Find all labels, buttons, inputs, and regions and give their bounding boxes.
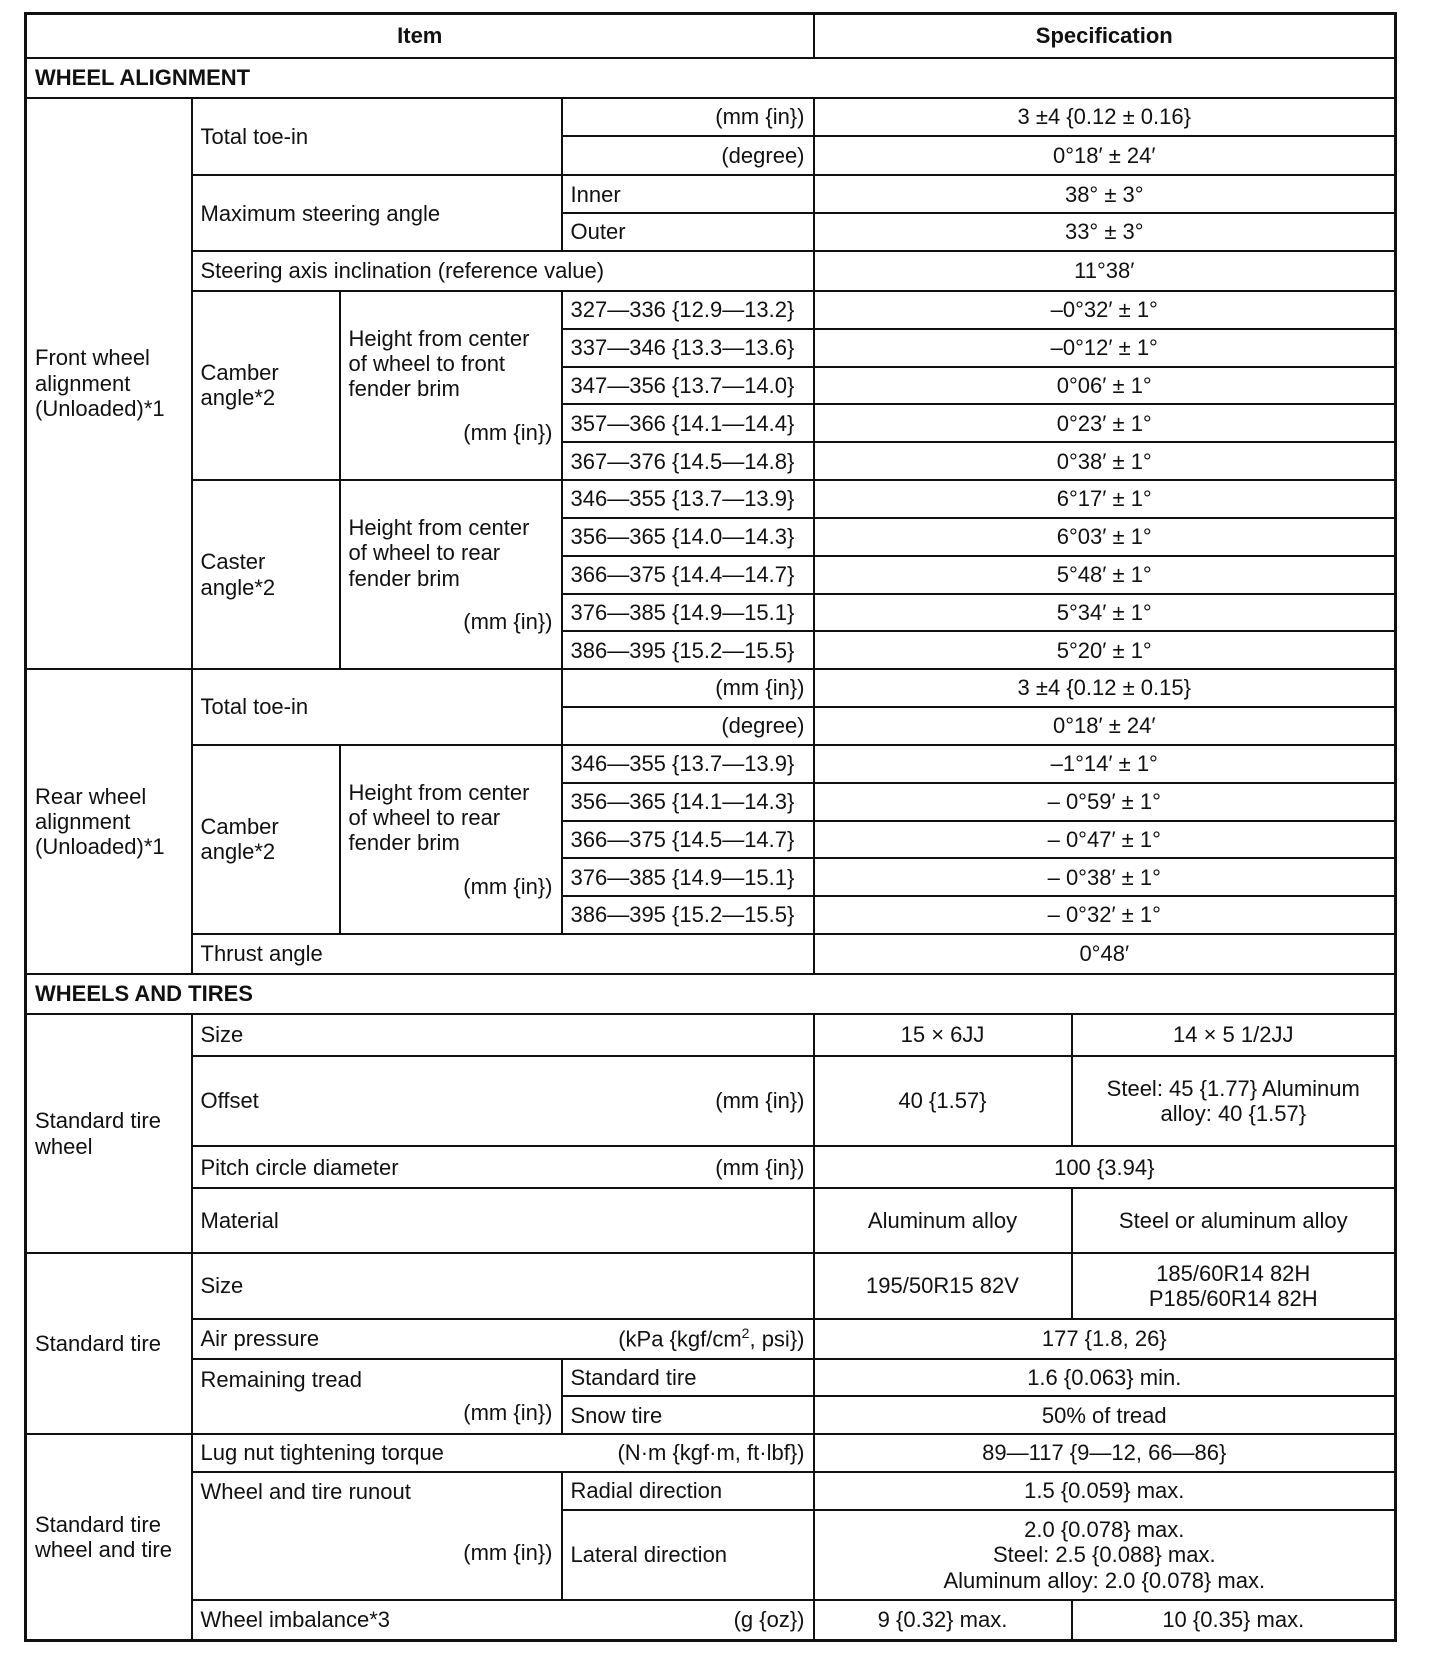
caster-value: 5°48′ ± 1°: [814, 556, 1396, 594]
front-toe-in-label: Total toe-in: [192, 98, 562, 176]
runout-lateral-line1: 2.0 {0.078} max.: [1024, 1517, 1185, 1543]
table-row: [26, 934, 1396, 974]
wheel-size-value-b: 14 × 5 1/2JJ: [1072, 1014, 1396, 1056]
specification-header: Specification: [814, 14, 1396, 58]
table-row: [26, 1472, 1396, 1510]
rear-camber-range: 346—355 {13.7—13.9}: [562, 745, 814, 783]
rear-camber-value: – 0°32′ ± 1°: [814, 896, 1396, 934]
tread-cell: [192, 1359, 562, 1435]
front-toe-in-unit: (degree): [562, 136, 814, 175]
front-camber-value: 0°38′ ± 1°: [814, 442, 1396, 480]
table-row: [26, 1014, 1396, 1056]
material-label: Material: [192, 1188, 814, 1253]
front-camber-unit: (mm {in}): [463, 419, 553, 445]
caster-range: 346—355 {13.7—13.9}: [562, 480, 814, 518]
steering-side: Inner: [562, 175, 814, 213]
tread-type: Standard tire: [562, 1359, 814, 1397]
rear-toe-in-unit: (mm {in}): [562, 669, 814, 707]
wheel-size-value-a: 15 × 6JJ: [814, 1014, 1072, 1056]
tire-wheel-group-label: Standard tire wheel: [26, 1014, 192, 1254]
front-toe-in-unit: (mm {in}): [562, 98, 814, 137]
air-pressure-value: 177 {1.8, 26}: [814, 1319, 1396, 1359]
table-row: [26, 669, 1396, 707]
rear-camber-unit: (mm {in}): [463, 873, 553, 899]
runout-radial-direction: Radial direction: [562, 1472, 814, 1510]
runout-lateral-line2: Steel: 2.5 {0.088} max.: [992, 1542, 1216, 1568]
pcd-label: Pitch circle diameter: [200, 1154, 399, 1180]
rear-camber-value: –1°14′ ± 1°: [814, 745, 1396, 783]
runout-unit: (mm {in}): [463, 1540, 553, 1566]
rear-camber-value: – 0°38′ ± 1°: [814, 858, 1396, 896]
air-pressure-cell: [192, 1319, 814, 1359]
rear-camber-range: 356—365 {14.1—14.3}: [562, 783, 814, 821]
table-row: [26, 745, 1396, 783]
caster-value: 6°17′ ± 1°: [814, 480, 1396, 518]
front-toe-in-value: 3 ±4 {0.12 ± 0.16}: [814, 98, 1396, 137]
runout-lateral-line3: Aluminum alloy: 2.0 {0.078} max.: [943, 1567, 1266, 1593]
runout-radial-value: 1.5 {0.059} max.: [814, 1472, 1396, 1510]
runout-lateral-direction: Lateral direction: [562, 1510, 814, 1600]
tire-size-value-a: 195/50R15 82V: [814, 1253, 1072, 1318]
caster-value: 5°34′ ± 1°: [814, 594, 1396, 632]
specification-table: [24, 12, 1397, 1642]
air-pressure-unit-suffix: , psi}): [749, 1326, 805, 1352]
material-value-b: Steel or aluminum alloy: [1072, 1188, 1396, 1253]
tire-wheel-tire-group-label: Standard tire wheel and tire: [26, 1434, 192, 1640]
table-row: [26, 1253, 1396, 1318]
table-row: [26, 1359, 1396, 1397]
tire-size-value-b-line2: P185/60R14 82H: [1148, 1286, 1318, 1312]
rear-toe-in-value: 0°18′ ± 24′: [814, 707, 1396, 745]
table-row: [26, 1188, 1396, 1253]
caster-height-label: Height from center of wheel to rear fender brim: [348, 515, 530, 591]
steering-value: 38° ± 3°: [814, 175, 1396, 213]
thrust-angle-label: Thrust angle: [192, 934, 814, 974]
rear-alignment-group-label: Rear wheel alignment (Unloaded)*1: [26, 669, 192, 974]
tread-type: Snow tire: [562, 1396, 814, 1434]
pcd-cell: [192, 1146, 814, 1188]
table-row: [26, 1434, 1396, 1472]
lug-nut-unit: (N·m {kgf·m, ft·lbf}): [617, 1440, 805, 1466]
rear-camber-label: Camber angle*2: [192, 745, 340, 934]
tread-value: 50% of tread: [814, 1396, 1396, 1434]
caster-height-cell: [340, 480, 562, 669]
thrust-angle-value: 0°48′: [814, 934, 1396, 974]
front-camber-value: 0°23′ ± 1°: [814, 404, 1396, 442]
pcd-value: 100 {3.94}: [814, 1146, 1396, 1188]
table-row: [26, 251, 1396, 291]
air-pressure-unit-sup: 2: [741, 1325, 750, 1342]
offset-label: Offset: [200, 1088, 259, 1114]
runout-lateral-value: [814, 1510, 1396, 1600]
tread-label: Remaining tread: [200, 1367, 362, 1393]
tire-size-value-b-line1: 185/60R14 82H: [1156, 1260, 1311, 1286]
lug-nut-cell: [192, 1434, 814, 1472]
caster-value: 6°03′ ± 1°: [814, 518, 1396, 556]
rear-camber-value: – 0°47′ ± 1°: [814, 821, 1396, 859]
front-camber-height-label: Height from center of wheel to front fender brim: [348, 325, 530, 402]
front-camber-range: 337—346 {13.3—13.6}: [562, 329, 814, 367]
caster-range: 376—385 {14.9—15.1}: [562, 594, 814, 632]
front-camber-range: 327—336 {12.9—13.2}: [562, 291, 814, 329]
caster-range: 386—395 {15.2—15.5}: [562, 631, 814, 669]
lug-nut-value: 89—117 {9—12, 66—86}: [814, 1434, 1396, 1472]
front-camber-label: Camber angle*2: [192, 291, 340, 480]
rear-toe-in-value: 3 ±4 {0.12 ± 0.15}: [814, 669, 1396, 707]
rear-camber-range: 386—395 {15.2—15.5}: [562, 896, 814, 934]
section-row: [26, 58, 1396, 98]
caster-unit: (mm {in}): [463, 608, 553, 634]
offset-value-a: 40 {1.57}: [814, 1056, 1072, 1146]
section-title-wheel-alignment: WHEEL ALIGNMENT: [26, 58, 1396, 98]
wheel-size-label: Size: [192, 1014, 814, 1056]
front-camber-value: –0°32′ ± 1°: [814, 291, 1396, 329]
caster-value: 5°20′ ± 1°: [814, 631, 1396, 669]
imbalance-cell: [192, 1600, 814, 1640]
offset-unit: (mm {in}): [715, 1088, 805, 1114]
tire-group-label: Standard tire: [26, 1253, 192, 1434]
steering-axis-label: Steering axis inclination (reference value): [192, 251, 814, 291]
runout-cell: [192, 1472, 562, 1600]
material-value-a: Aluminum alloy: [814, 1188, 1072, 1253]
front-camber-range: 367—376 {14.5—14.8}: [562, 442, 814, 480]
front-camber-value: –0°12′ ± 1°: [814, 329, 1396, 367]
table-row: [26, 291, 1396, 329]
rear-camber-height-cell: [340, 745, 562, 934]
spec-sheet: [24, 12, 1394, 1642]
runout-label: Wheel and tire runout: [200, 1479, 411, 1505]
section-title-wheels-and-tires: WHEELS AND TIRES: [26, 974, 1396, 1014]
tread-unit: (mm {in}): [463, 1400, 553, 1426]
front-toe-in-value: 0°18′ ± 24′: [814, 136, 1396, 175]
front-alignment-group-label: Front wheel alignment (Unloaded)*1: [26, 98, 192, 670]
front-camber-value: 0°06′ ± 1°: [814, 367, 1396, 405]
table-row: [26, 1319, 1396, 1359]
rear-camber-range: 366—375 {14.5—14.7}: [562, 821, 814, 859]
imbalance-value-a: 9 {0.32} max.: [814, 1600, 1072, 1640]
offset-cell: [192, 1056, 814, 1146]
section-row: [26, 974, 1396, 1014]
caster-range: 366—375 {14.4—14.7}: [562, 556, 814, 594]
steering-value: 33° ± 3°: [814, 213, 1396, 251]
table-row: [26, 480, 1396, 518]
max-steering-label: Maximum steering angle: [192, 175, 562, 251]
table-row: [26, 1056, 1396, 1146]
steering-axis-value: 11°38′: [814, 251, 1396, 291]
pcd-unit: (mm {in}): [715, 1154, 805, 1180]
imbalance-label: Wheel imbalance*3: [200, 1607, 391, 1633]
caster-range: 356—365 {14.0—14.3}: [562, 518, 814, 556]
imbalance-value-b: 10 {0.35} max.: [1072, 1600, 1396, 1640]
table-row: [26, 1146, 1396, 1188]
air-pressure-label: Air pressure: [200, 1325, 320, 1351]
lug-nut-label: Lug nut tightening torque: [200, 1440, 444, 1466]
tread-value: 1.6 {0.063} min.: [814, 1359, 1396, 1397]
header-row: [26, 14, 1396, 58]
rear-camber-range: 376—385 {14.9—15.1}: [562, 858, 814, 896]
steering-side: Outer: [562, 213, 814, 251]
front-camber-height-cell: [340, 291, 562, 480]
front-camber-range: 357—366 {14.1—14.4}: [562, 404, 814, 442]
tire-size-label: Size: [192, 1253, 814, 1318]
tire-size-value-b: [1072, 1253, 1396, 1318]
air-pressure-unit: [618, 1325, 804, 1352]
caster-label: Caster angle*2: [192, 480, 340, 669]
table-row: [26, 98, 1396, 137]
table-row: [26, 175, 1396, 213]
rear-camber-height-label: Height from center of wheel to rear fender brim: [348, 779, 530, 856]
front-camber-range: 347—356 {13.7—14.0}: [562, 367, 814, 405]
rear-camber-value: – 0°59′ ± 1°: [814, 783, 1396, 821]
rear-toe-in-label: Total toe-in: [192, 669, 562, 745]
air-pressure-unit-prefix: (kPa {kgf/cm: [618, 1326, 742, 1352]
rear-toe-in-unit: (degree): [562, 707, 814, 745]
offset-value-b: Steel: 45 {1.77} Aluminum alloy: 40 {1.57}: [1072, 1056, 1396, 1146]
table-row: [26, 1600, 1396, 1640]
imbalance-unit: (g {oz}): [733, 1607, 805, 1633]
item-header: Item: [26, 14, 814, 58]
